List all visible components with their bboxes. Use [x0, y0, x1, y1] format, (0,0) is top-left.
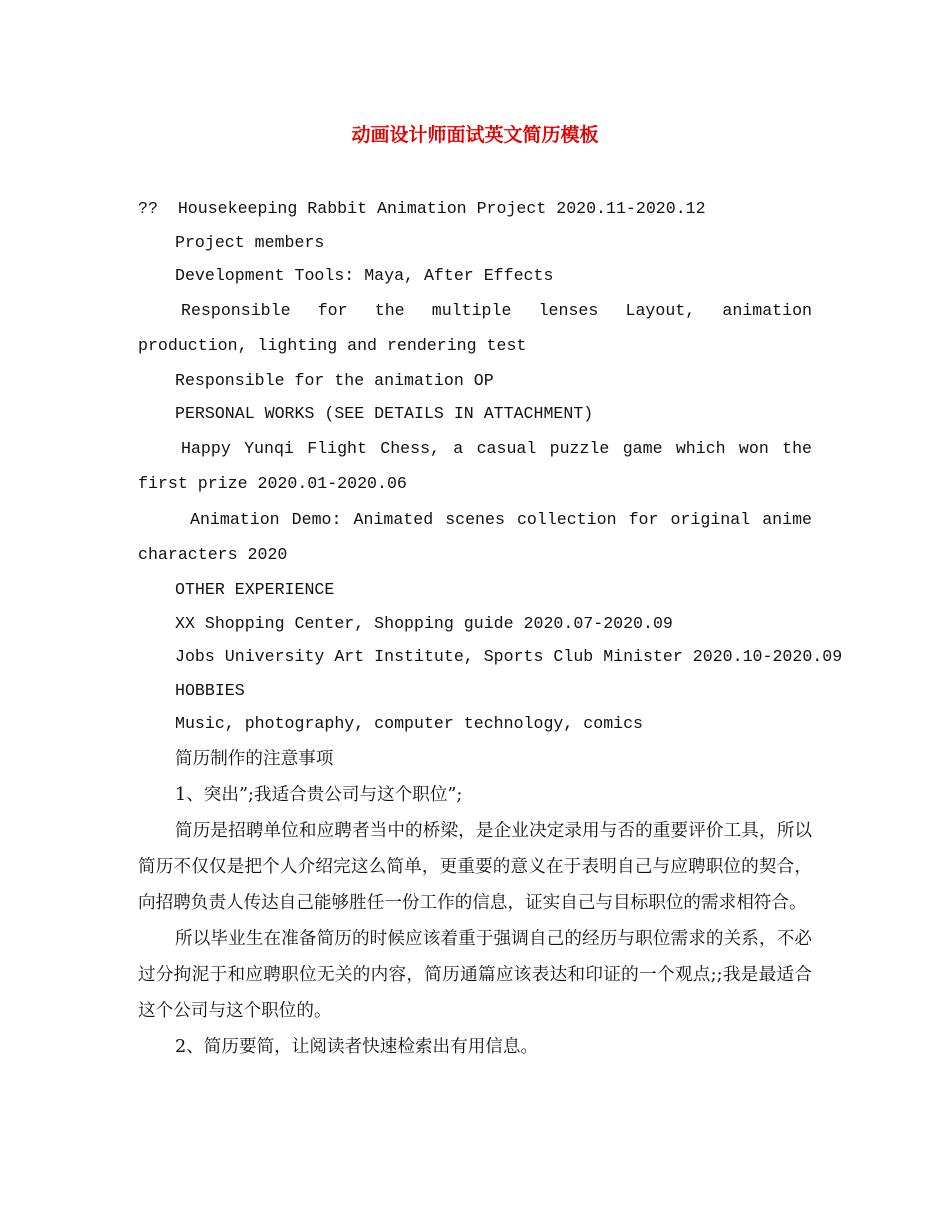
responsible-op-line: Responsible for the animation OP: [175, 370, 494, 390]
point-2: 2、简历要简，让阅读者快速检索出有用信息。: [175, 1036, 539, 1057]
animation-demo-paragraph: Animation Demo: Animated scenes collection for original anime characters 2020: [138, 509, 812, 565]
xx-shopping-line: XX Shopping Center, Shopping guide 2020.07-2020.09: [175, 613, 673, 633]
jobs-university-line: Jobs University Art Institute, Sports Club Minister 2020.10-2020.09: [175, 647, 843, 667]
personal-works-heading: PERSONAL WORKS (SEE DETAILS IN ATTACHMENT): [175, 404, 594, 424]
point-1: 1、突出”;我适合贵公司与这个职位”;: [175, 784, 463, 805]
hobbies-list-line: Music, photography, computer technology, comics: [175, 714, 644, 734]
yunqi-paragraph: Happy Yunqi Flight Chess, a casual puzzle game which won the first prize 2020.01-2020.06: [138, 438, 812, 494]
notes-heading: 简历制作的注意事项: [175, 748, 334, 769]
project-members-line: Project members: [175, 232, 325, 252]
document-title: 动画设计师面试英文简历模板: [351, 124, 599, 146]
dev-tools-line: Development Tools: Maya, After Effects: [175, 266, 554, 286]
document-body: [138, 192, 843, 1065]
other-experience-heading: OTHER EXPERIENCE: [175, 579, 335, 599]
project-heading: ?? Housekeeping Rabbit Animation Project 2020.11-2020.12: [138, 199, 706, 218]
paragraph-2: 所以毕业生在准备简历的时候应该着重于强调自己的经历与职位需求的关系，不必过分拘泥于和应聘职位无关的内容，简历通篇应该表达和印证的一个观点;;我是最适合这个公司与这个职位的。: [138, 928, 812, 1021]
hobbies-heading: HOBBIES: [175, 680, 245, 700]
paragraph-1: 简历是招聘单位和应聘者当中的桥梁，是企业决定录用与否的重要评价工具，所以简历不仅仅是把个人介绍完这么简单，更重要的意义在于表明自己与应聘职位的契合，向招聘负责人传达自己能够胜任一份工作的信息，证实自己与目标职位的需求相符合。: [138, 820, 812, 913]
responsible-layout-paragraph: Responsible for the multiple lenses Layout, animation production, lighting and rendering test: [138, 300, 812, 356]
